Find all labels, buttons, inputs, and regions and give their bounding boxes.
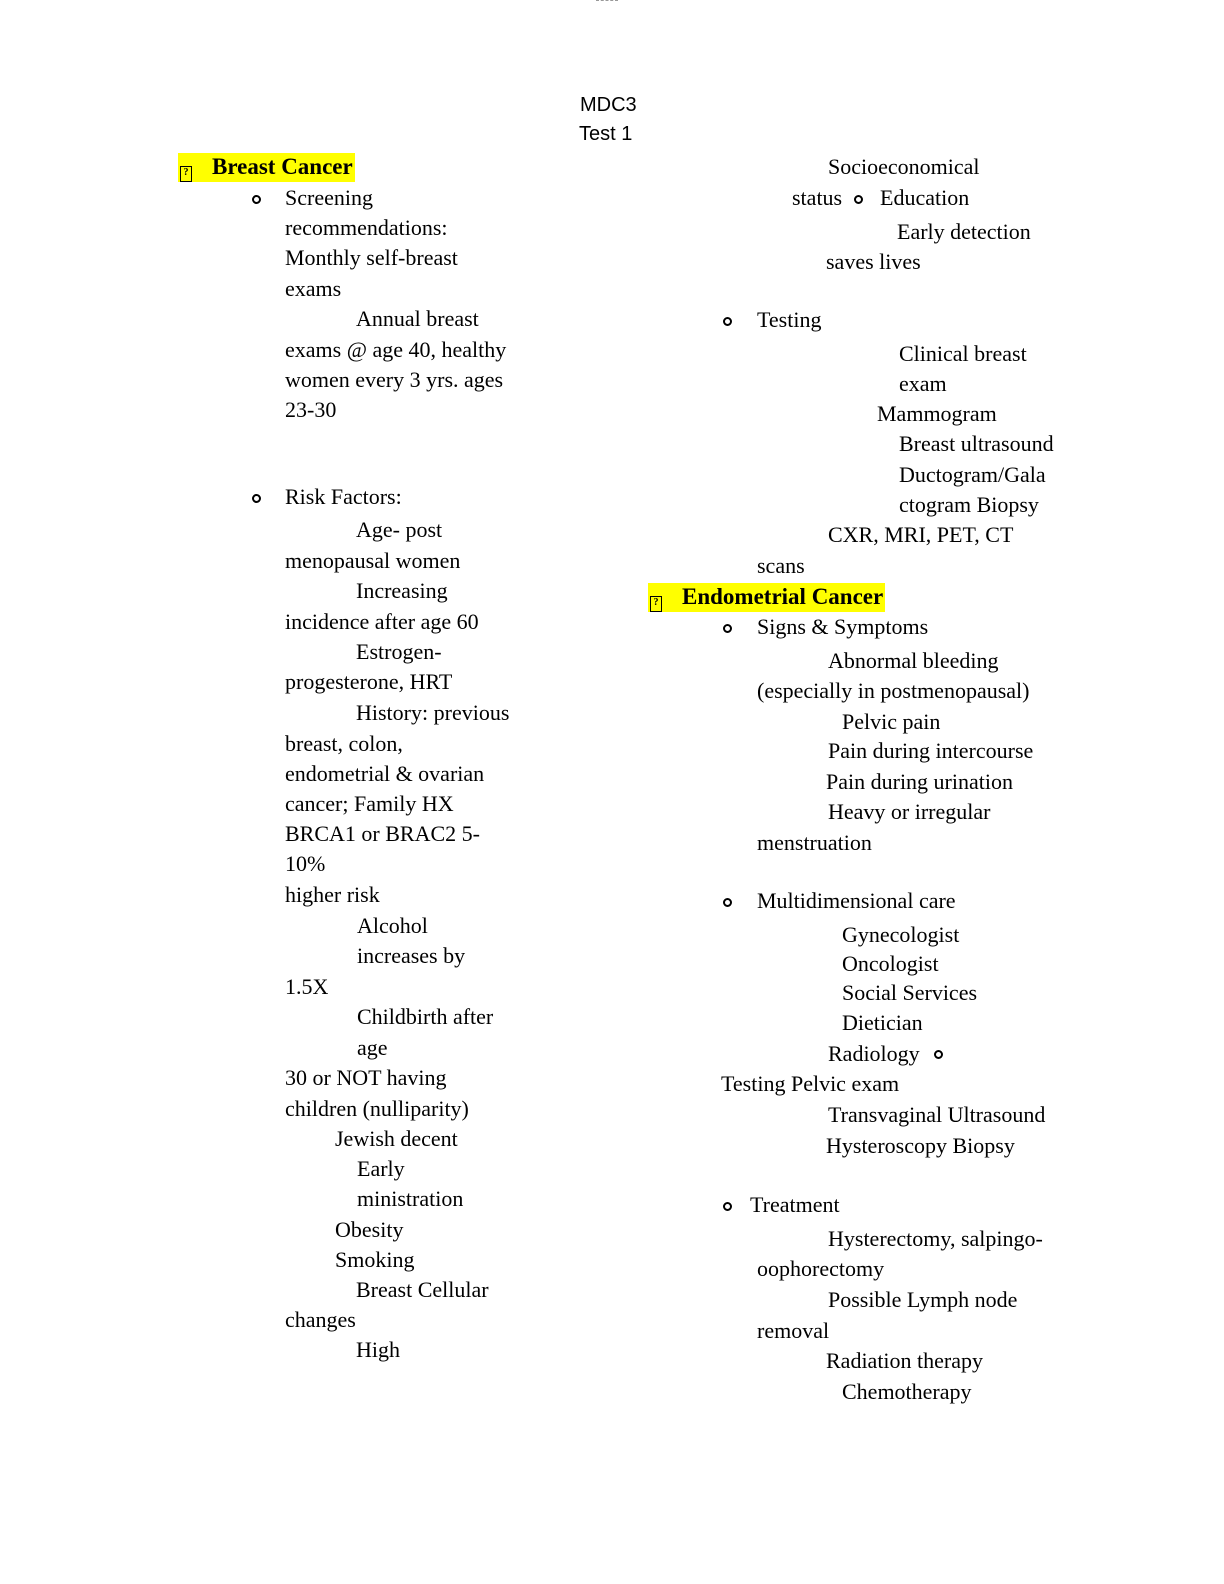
multi-line: Radiology <box>828 1041 920 1066</box>
socio-line: Education <box>880 185 970 210</box>
risk-line: higher risk <box>285 882 380 907</box>
bullet-icon <box>723 624 732 633</box>
testing-title: Testing <box>757 307 822 332</box>
bullet-icon <box>854 195 863 204</box>
annual-line: exams @ age 40, healthy <box>285 337 507 362</box>
treatment-line: Radiation therapy <box>826 1348 984 1373</box>
risk-line: Estrogen- <box>356 639 442 664</box>
risk-factors-title: Risk Factors: <box>285 484 402 509</box>
multi-line: Social Services <box>842 980 978 1005</box>
signs-line: Pain during urination <box>826 769 1013 794</box>
bullet-icon <box>934 1050 943 1059</box>
socio-line: status <box>792 185 843 210</box>
multi-line: Gynecologist <box>842 922 960 947</box>
header-line2: Test 1 <box>579 123 633 145</box>
treatment-line: Chemotherapy <box>842 1379 972 1404</box>
risk-line: Jewish decent <box>335 1126 458 1151</box>
breast-cancer-title: Breast Cancer <box>212 154 353 179</box>
signs-line: Pain during intercourse <box>828 738 1034 763</box>
risk-line: ministration <box>357 1186 464 1211</box>
risk-line: History: previous <box>356 700 510 725</box>
treatment-title: Treatment <box>750 1192 840 1217</box>
testing-line: Mammogram <box>877 401 997 426</box>
testing-line: exam <box>899 371 947 396</box>
screening-line: recommendations: <box>285 215 448 240</box>
signs-line: menstruation <box>757 830 872 855</box>
testing-line: ctogram Biopsy <box>899 492 1039 517</box>
risk-line: High <box>356 1337 400 1362</box>
bullet-icon <box>723 1202 732 1211</box>
endometrial-cancer-heading <box>648 583 885 612</box>
risk-line: 10% <box>285 851 326 876</box>
signs-line: Heavy or irregular <box>828 799 991 824</box>
risk-line: 1.5X <box>285 974 329 999</box>
signs-line: Pelvic pain <box>842 709 941 734</box>
annual-line: Annual breast <box>356 306 479 331</box>
breast-cancer-heading <box>178 153 355 182</box>
treatment-line: Hysterectomy, salpingo- <box>828 1226 1043 1251</box>
bullet-icon <box>252 195 261 204</box>
early-line: saves lives <box>826 249 921 274</box>
risk-line: Age- post <box>356 517 443 542</box>
endometrial-cancer-title: Endometrial Cancer <box>682 584 884 609</box>
risk-line: increases by <box>357 943 466 968</box>
risk-line: Childbirth after <box>357 1004 494 1029</box>
annual-line: women every 3 yrs. ages <box>285 367 504 392</box>
bullet-icon <box>723 898 732 907</box>
risk-line: breast, colon, <box>285 731 403 756</box>
multi-title: Multidimensional care <box>757 888 956 913</box>
screening-line: exams <box>285 276 342 301</box>
annual-line: 23-30 <box>285 397 337 422</box>
risk-line: Obesity <box>335 1217 404 1242</box>
endo-testing-line: Transvaginal Ultrasound <box>828 1102 1046 1127</box>
risk-line: Breast Cellular <box>356 1277 489 1302</box>
risk-line: BRCA1 or BRAC2 5- <box>285 821 480 846</box>
risk-line: changes <box>285 1307 356 1332</box>
early-line: Early detection <box>897 219 1031 244</box>
risk-line: progesterone, HRT <box>285 669 453 694</box>
multi-line: Oncologist <box>842 951 939 976</box>
signs-line: (especially in postmenopausal) <box>757 678 1030 703</box>
risk-line: Early <box>357 1156 405 1181</box>
testing-line: Ductogram/Gala <box>899 462 1046 487</box>
risk-line: Alcohol <box>357 913 428 938</box>
multi-line: Dietician <box>842 1010 923 1035</box>
testing-line: Clinical breast <box>899 341 1027 366</box>
risk-line: cancer; Family HX <box>285 791 454 816</box>
risk-line: children (nulliparity) <box>285 1096 469 1121</box>
checkbox-icon: ? <box>180 166 192 182</box>
treatment-line: Possible Lymph node <box>828 1287 1018 1312</box>
signs-title: Signs & Symptoms <box>757 614 929 639</box>
testing-line: CXR, MRI, PET, CT <box>828 522 1014 547</box>
risk-line: Smoking <box>335 1247 415 1272</box>
bullet-icon <box>723 317 732 326</box>
screening-line: Monthly self-breast <box>285 245 458 270</box>
signs-line: Abnormal bleeding <box>828 648 999 673</box>
endo-testing-line: Testing Pelvic exam <box>721 1071 900 1096</box>
testing-line: scans <box>757 553 805 578</box>
risk-line: age <box>357 1035 388 1060</box>
header-line1: MDC3 <box>580 94 637 116</box>
socio-line: Socioeconomical <box>828 154 980 179</box>
endo-testing-line: Hysteroscopy Biopsy <box>826 1133 1015 1158</box>
treatment-line: oophorectomy <box>757 1256 885 1281</box>
bullet-icon <box>252 494 261 503</box>
screening-line: Screening <box>285 185 373 210</box>
testing-line: Breast ultrasound <box>899 431 1054 456</box>
top-mark <box>596 0 618 3</box>
treatment-line: removal <box>757 1318 830 1343</box>
checkbox-icon: ? <box>650 596 662 612</box>
risk-line: 30 or NOT having <box>285 1065 447 1090</box>
risk-line: incidence after age 60 <box>285 609 479 634</box>
risk-line: endometrial & ovarian <box>285 761 485 786</box>
risk-line: Increasing <box>356 578 448 603</box>
risk-line: menopausal women <box>285 548 461 573</box>
